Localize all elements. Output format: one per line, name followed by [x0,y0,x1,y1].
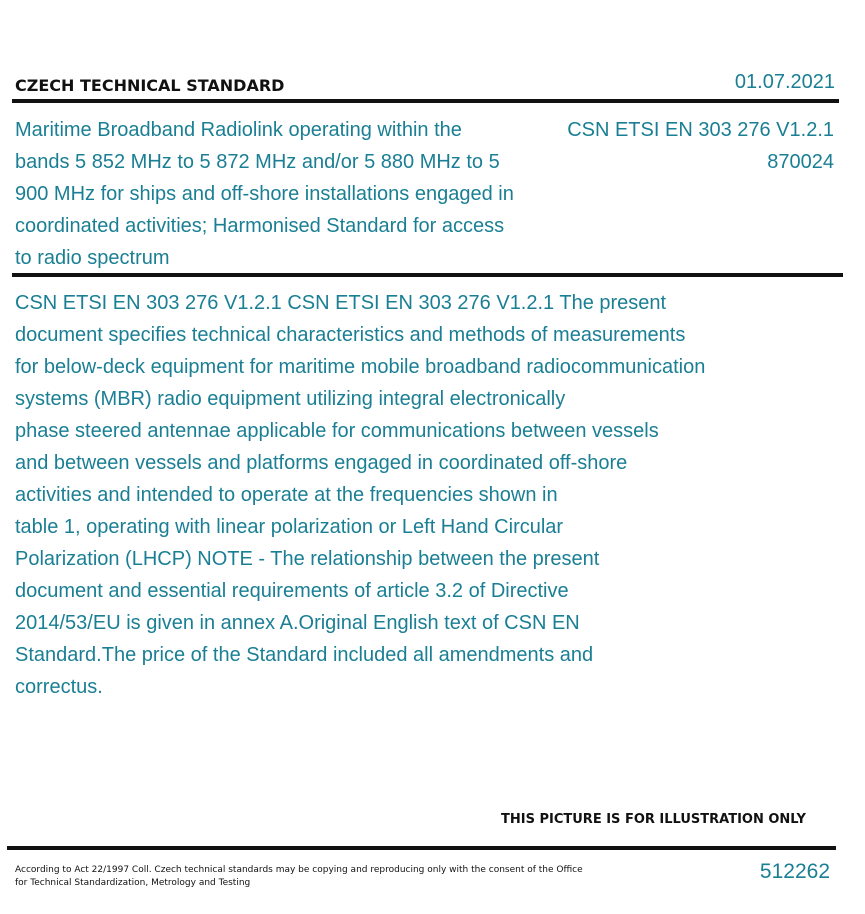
standard-code: CSN ETSI EN 303 276 V1.2.1 [567,119,834,141]
legal-notice: According to Act 22/1997 Coll. Czech technical standards may be copying and reproducing only with the consent of the Office for Technical Standardization, Metrology and Testing [15,865,583,888]
catalog-number: 870024 [767,151,834,173]
standard-title: Maritime Broadband Radiolink operating within the bands 5 852 MHz to 5 872 MHz and/or 5 880 MHz to 5 900 MHz for ships and off-shore installations engaged in coordinated activities; Harmonised Standard for access to radio spectrum [15,119,514,269]
abstract-text: CSN ETSI EN 303 276 V1.2.1 CSN ETSI EN 303 276 V1.2.1 The present document specifies technical characteristics and methods of measurements for below-deck equipment for maritime mobile broadband radiocommunication systems (MBR) radio equipment utilizing integral electronically phase steered antennae applicable for communications between vessels and between vessels and platforms engaged in coordinated off-shore activities and intended to operate at the frequencies shown in table 1, operating with linear polarization or Left Hand Circular Polarization (LHCP) NOTE - The relationship between the present document and essential requirements of article 3.2 of Directive 2014/53/EU is given in annex A.Original English text of CSN EN Standard.The price of the Standard included all amendments and correctus. [15,292,706,698]
code-block [567,114,834,178]
illustration-note: THIS PICTURE IS FOR ILLUSTRATION ONLY [501,812,806,827]
document-id: 512262 [759,860,830,883]
publication-date: 01.07.2021 [734,71,835,93]
standard-heading: CZECH TECHNICAL STANDARD [15,76,285,95]
header-rule [12,99,839,103]
footer-rule [7,846,836,850]
title-rule [12,273,843,277]
